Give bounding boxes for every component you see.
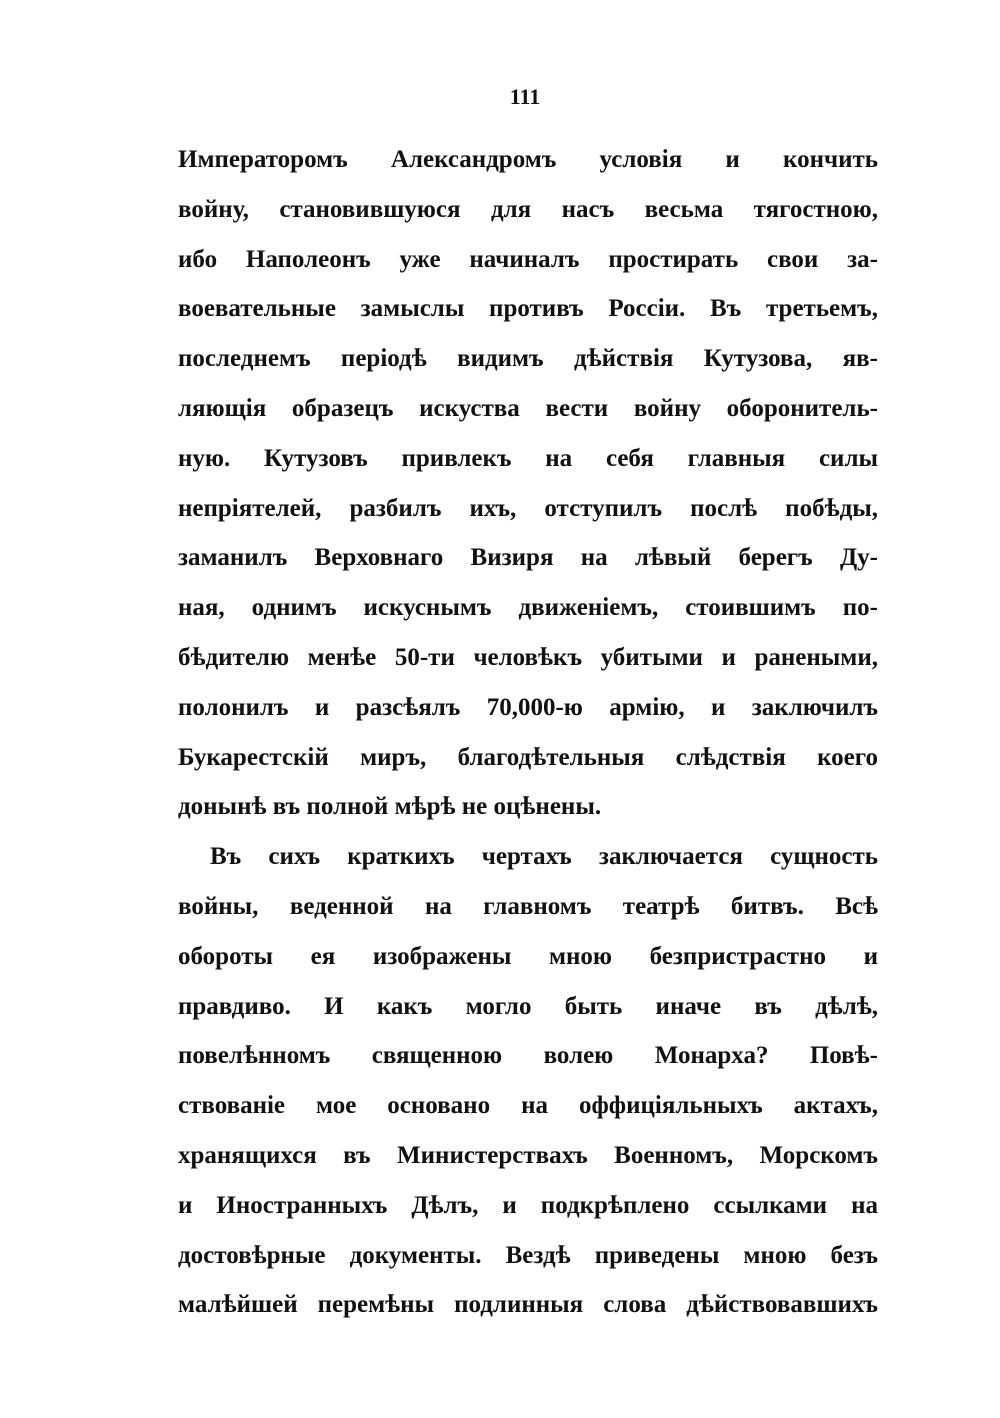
text-line: малѣйшей перемѣны подлинныя слова дѣйствовавшихъ [178, 1291, 878, 1319]
paragraph [178, 832, 878, 1330]
text-line: войну, становившуюся для насъ весьма тягостною, [178, 195, 878, 223]
text-line: полонилъ и разсѣялъ 70,000-ю армію, и заключилъ [178, 693, 878, 721]
text-line: правдиво. И какъ могло быть иначе въ дѣлѣ, [178, 992, 878, 1020]
text-line: донынѣ въ полной мѣрѣ не оцѣнены. [178, 793, 602, 821]
text-line: хранящихся въ Министерствахъ Военномъ, Морскомъ [178, 1141, 878, 1169]
text-line: ляющія образецъ искуства вести войну оборонитель- [178, 394, 878, 422]
text-line: и Иностранныхъ Дѣлъ, и подкрѣплено ссылками на [178, 1191, 878, 1219]
text-line: Императоромъ Александромъ условія и кончить [178, 146, 878, 173]
text-line: Въ сихъ краткихъ чертахъ заключается сущность [210, 843, 878, 871]
text-line: Букарестскій миръ, благодѣтельныя слѣдствія коего [178, 743, 878, 771]
page-number: 111 [509, 84, 541, 109]
text-line: достовѣрные документы. Вездѣ приведены мною безъ [178, 1241, 878, 1269]
text-line: непріятелей, разбилъ ихъ, отступилъ послѣ побѣды, [178, 494, 878, 522]
paragraph [178, 135, 878, 832]
text-line: бѣдителю менѣе 50-ти человѣкъ убитыми и ранеными, [178, 643, 878, 671]
text-line: ная, однимъ искуснымъ движеніемъ, стоившимъ по- [178, 594, 878, 622]
text-line: повелѣнномъ священною волею Монарха? Повѣ- [178, 1042, 878, 1070]
text-line: ибо Наполеонъ уже начиналъ простирать свои за- [178, 245, 878, 273]
text-line: обороты ея изображены мною безпристрастно и [178, 942, 878, 970]
text-line: заманилъ Верховнаго Визиря на лѣвый берегъ Ду- [178, 544, 878, 572]
text-line: войны, веденной на главномъ театрѣ битвъ. Всѣ [178, 892, 878, 920]
text-line: воевательные замыслы противъ Россіи. Въ третьемъ, [178, 295, 878, 323]
body-text [178, 135, 878, 1330]
text-line: ную. Кутузовъ привлекъ на себя главныя силы [178, 444, 878, 472]
text-line: ствованіе мое основано на оффиціяльныхъ актахъ, [178, 1092, 878, 1120]
text-line: последнемъ періодѣ видимъ дѣйствія Кутузова, яв- [178, 345, 878, 373]
